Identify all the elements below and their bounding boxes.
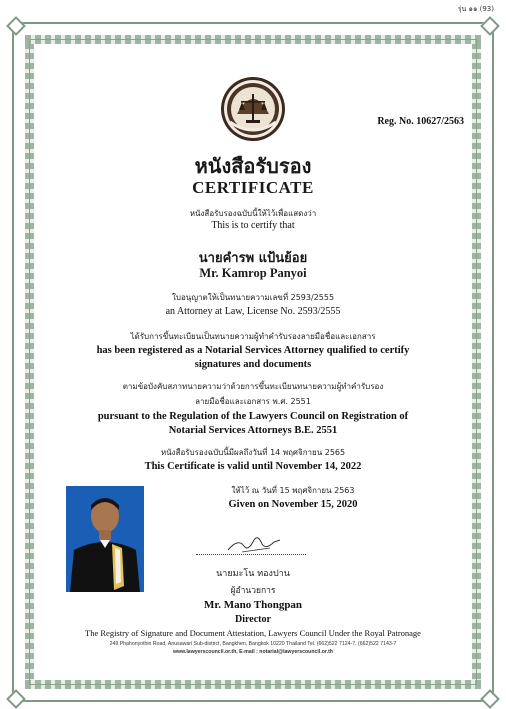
signer-title-thai: ผู้อำนวยการ <box>230 586 276 596</box>
certify-text-thai: หนังสือรับรองฉบับนี้ให้ไว้เพื่อแสดงว่า <box>189 209 317 218</box>
signer-title-english: Director <box>235 614 271 625</box>
director-signature <box>224 530 284 556</box>
form-number: รุ่น ๑๑ (93) <box>457 5 494 13</box>
registered-text-thai: ได้รับการขึ้นทะเบียนเป็นทนายความผู้ทำคำรับรองลายมือชื่อและเอกสาร <box>130 332 376 341</box>
signature-line <box>196 554 306 555</box>
given-text-thai: ให้ไว้ ณ วันที่ 15 พฤศจิกายน 2563 <box>231 486 355 495</box>
registered-text-english-line1: has been registered as a Notarial Services Attorney qualified to certify <box>96 345 410 356</box>
license-text-english: an Attorney at Law, License No. 2593/2555 <box>165 306 341 317</box>
attorney-name-english: Mr. Kamrop Panyoi <box>199 266 307 280</box>
license-text-thai: ใบอนุญาตให้เป็นทนายความเลขที่ 2593/2555 <box>171 293 335 302</box>
lawyers-council-seal-icon <box>220 76 286 142</box>
signer-name-english: Mr. Mano Thongpan <box>203 599 303 611</box>
title-thai: หนังสือรับรอง <box>194 154 312 178</box>
registry-address: 249 Phahonyothin Road, Anusawari Sub-district, Bangkhen, Bangkok 10220 Thailand Tel. (662)522 7124-7, (662)522 7143-7 <box>109 641 397 647</box>
registry-contact: www.lawyerscouncil.or.th, E-mail : notarial@lawyerscouncil.or.th <box>173 649 333 655</box>
given-text-english: Given on November 15, 2020 <box>228 499 358 510</box>
title-english: CERTIFICATE <box>192 178 314 197</box>
valid-text-english: This Certificate is valid until November 14, 2022 <box>144 461 362 472</box>
registration-number: Reg. No. 10627/2563 <box>377 116 464 127</box>
certify-text-english: This is to certify that <box>211 220 295 231</box>
attorney-name-thai: นายคำรพ แป้นย้อย <box>198 251 308 266</box>
pursuant-text-english-line1: pursuant to the Regulation of the Lawyers Council on Registration of <box>97 411 409 422</box>
registry-name: The Registry of Signature and Document Attestation, Lawyers Council Under the Royal Patronage <box>85 628 421 638</box>
pursuant-text-english-line2: Notarial Services Attorneys B.E. 2551 <box>168 425 338 436</box>
pursuant-text-thai-line2: ลายมือชื่อและเอกสาร พ.ศ. 2551 <box>195 397 311 406</box>
signer-name-thai: นายมะโน ทองปาน <box>216 569 290 579</box>
registered-text-english-line2: signatures and documents <box>194 359 312 370</box>
pursuant-text-thai-line1: ตามข้อบังคับสภาทนายความว่าด้วยการขึ้นทะเบียนทนายความผู้ทำคำรับรอง <box>122 382 384 391</box>
valid-text-thai: หนังสือรับรองฉบับนี้มีผลถึงวันที่ 14 พฤศจิกายน 2565 <box>160 448 346 457</box>
